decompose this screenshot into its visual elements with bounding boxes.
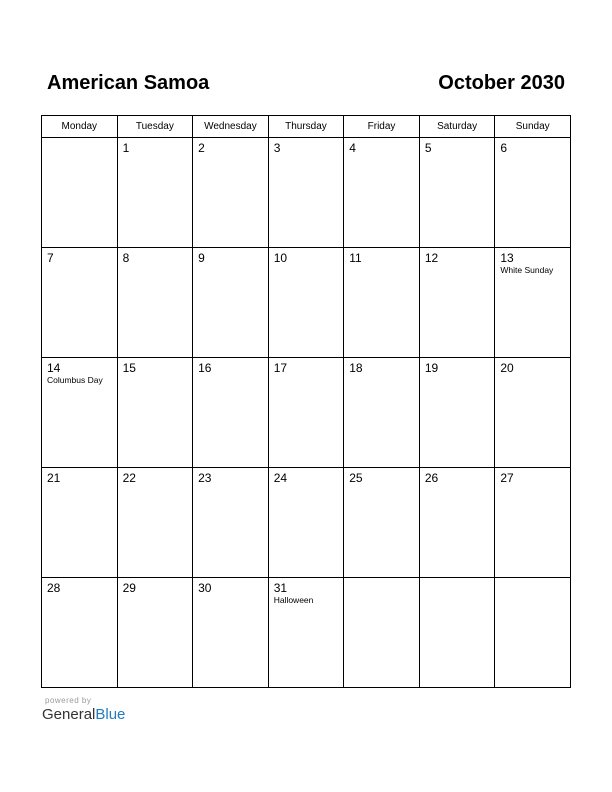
day-number: 15 — [122, 361, 136, 375]
weekday-header: Saturday — [419, 116, 495, 138]
day-cell — [344, 468, 420, 578]
calendar-grid — [41, 115, 571, 688]
day-number: 18 — [349, 361, 363, 375]
day-number: 19 — [424, 361, 439, 375]
day-cell — [419, 248, 495, 358]
powered-by-text: powered by — [45, 696, 92, 705]
weekday-header: Friday — [344, 116, 420, 138]
weekday-header: Thursday — [268, 116, 344, 138]
weekday-header-row — [42, 116, 571, 138]
day-cell — [193, 248, 269, 358]
region-title: American Samoa — [47, 72, 210, 94]
day-number: 30 — [198, 581, 212, 595]
weekday-header: Tuesday — [117, 116, 193, 138]
day-number: 9 — [198, 251, 205, 265]
weekday-header: Sunday — [495, 116, 571, 138]
day-number: 8 — [122, 251, 130, 265]
day-cell — [117, 248, 193, 358]
day-cell — [117, 468, 193, 578]
day-number: 13 — [500, 251, 514, 265]
week-row — [42, 248, 571, 358]
day-number: 2 — [198, 141, 205, 155]
day-cell — [268, 248, 344, 358]
day-cell — [344, 138, 420, 248]
weekday-header: Monday — [42, 116, 118, 138]
day-number: 20 — [500, 361, 514, 375]
day-cell — [117, 138, 193, 248]
brand-blue-text: Blue — [95, 706, 126, 723]
holiday-label: White Sunday — [500, 265, 554, 275]
brand-general-text: General — [42, 706, 96, 723]
day-cell — [268, 468, 344, 578]
day-cell — [419, 138, 495, 248]
day-number: 23 — [198, 471, 212, 485]
day-cell — [495, 468, 571, 578]
day-cell — [344, 358, 420, 468]
weekday-header: Wednesday — [193, 116, 269, 138]
week-row — [42, 468, 571, 578]
month-title: October 2030 — [438, 72, 565, 94]
day-number: 28 — [47, 581, 61, 595]
day-cell — [495, 138, 571, 248]
day-number: 31 — [273, 581, 288, 595]
day-number: 17 — [273, 361, 288, 375]
holiday-label: Columbus Day — [47, 375, 103, 385]
day-cell — [117, 358, 193, 468]
day-number: 21 — [47, 471, 61, 485]
day-number: 4 — [349, 141, 356, 155]
generalblue-logo[interactable] — [42, 706, 125, 723]
day-cell — [193, 578, 269, 688]
day-number: 22 — [122, 471, 136, 485]
day-cell — [495, 358, 571, 468]
day-cell — [117, 578, 193, 688]
day-number: 1 — [122, 141, 130, 155]
day-number: 26 — [424, 471, 439, 485]
day-cell — [344, 578, 420, 688]
day-cell — [419, 578, 495, 688]
day-number: 6 — [500, 141, 508, 155]
brand-footer — [42, 696, 125, 723]
day-number: 12 — [424, 251, 439, 265]
day-cell — [42, 138, 118, 248]
week-row — [42, 578, 571, 688]
day-cell — [193, 138, 269, 248]
day-number: 11 — [349, 251, 362, 265]
day-number: 3 — [273, 141, 281, 155]
week-row — [42, 358, 571, 468]
day-number: 27 — [500, 471, 514, 485]
day-cell — [193, 468, 269, 578]
day-cell — [268, 578, 344, 688]
day-number: 16 — [198, 361, 212, 375]
day-number: 25 — [349, 471, 363, 485]
day-cell — [419, 358, 495, 468]
day-cell — [42, 578, 118, 688]
day-cell — [42, 468, 118, 578]
holiday-label: Halloween — [273, 595, 314, 605]
day-cell — [419, 468, 495, 578]
day-number: 7 — [47, 251, 54, 265]
week-row — [42, 138, 571, 248]
day-number: 29 — [122, 581, 136, 595]
day-cell — [42, 358, 118, 468]
day-number: 10 — [273, 251, 288, 265]
day-cell — [268, 358, 344, 468]
day-cell — [495, 248, 571, 358]
day-cell — [344, 248, 420, 358]
day-number: 5 — [424, 141, 432, 155]
day-number: 14 — [47, 361, 61, 375]
day-cell — [193, 358, 269, 468]
day-cell — [495, 578, 571, 688]
day-cell — [42, 248, 118, 358]
day-number: 24 — [273, 471, 288, 485]
day-cell — [268, 138, 344, 248]
